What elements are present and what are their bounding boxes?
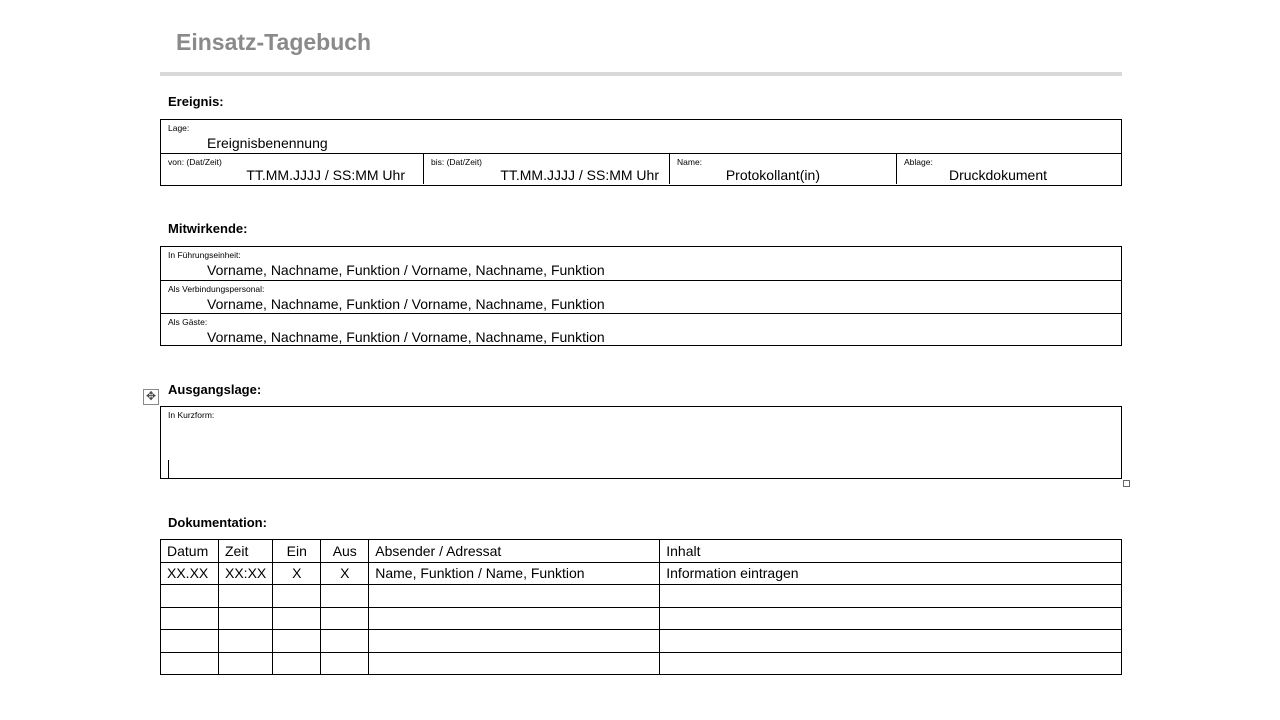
ereignis-detail-row [161, 153, 1121, 184]
table-row [161, 562, 1122, 585]
mitwirkende-value[interactable]: Vorname, Nachname, Funktion / Vorname, Nachname, Funktion [207, 329, 605, 345]
ereignis-box [160, 119, 1122, 186]
mitwirkende-value[interactable]: Vorname, Nachname, Funktion / Vorname, Nachname, Funktion [207, 262, 605, 278]
table-cell-ein[interactable] [273, 607, 321, 630]
table-cell-aus[interactable] [321, 585, 369, 608]
bis-cell[interactable] [423, 154, 669, 184]
table-row [161, 630, 1122, 653]
table-cell-zeit[interactable] [219, 607, 273, 630]
move-handle-icon: ✥ [145, 389, 157, 403]
table-cell-inhalt[interactable] [660, 630, 1122, 653]
table-cell-absender[interactable] [369, 585, 660, 608]
table-cell-absender[interactable]: Name, Funktion / Name, Funktion [369, 562, 660, 585]
bis-value[interactable]: TT.MM.JJJJ / SS:MM Uhr [500, 167, 659, 183]
table-cell-datum[interactable] [161, 630, 219, 653]
table-cell-ein[interactable] [273, 652, 321, 675]
mitwirkende-box [160, 246, 1122, 346]
table-cell-inhalt[interactable] [660, 652, 1122, 675]
section-heading-ereignis: Ereignis: [168, 94, 224, 109]
mitwirkende-row-fuehrungseinheit[interactable] [161, 247, 1121, 280]
column-header-zeit: Zeit [219, 540, 273, 563]
section-heading-mitwirkende: Mitwirkende: [168, 221, 248, 236]
von-value[interactable]: TT.MM.JJJJ / SS:MM Uhr [246, 167, 405, 183]
table-cell-ein[interactable] [273, 630, 321, 653]
von-cell[interactable] [161, 154, 423, 184]
table-cell-datum[interactable]: XX.XX [161, 562, 219, 585]
page-title: Einsatz-Tagebuch [176, 29, 372, 55]
table-cell-zeit[interactable] [219, 585, 273, 608]
table-cell-zeit[interactable] [219, 652, 273, 675]
column-header-ein: Ein [273, 540, 321, 563]
ablage-label: Ablage: [904, 157, 933, 167]
name-value[interactable]: Protokollant(in) [725, 167, 820, 183]
table-cell-datum[interactable] [161, 607, 219, 630]
table-cell-zeit[interactable] [219, 630, 273, 653]
table-cell-aus[interactable] [321, 630, 369, 653]
table-cell-aus[interactable] [321, 652, 369, 675]
mitwirkende-row-verbindungspersonal[interactable] [161, 280, 1121, 313]
mitwirkende-label: Als Gäste: [168, 317, 208, 327]
kurzform-label: In Kurzform: [168, 410, 215, 420]
name-label: Name: [677, 157, 703, 167]
text-cursor [168, 460, 169, 478]
column-header-datum: Datum [161, 540, 219, 563]
section-heading-ausgangslage: Ausgangslage: [168, 382, 262, 397]
lage-label: Lage: [168, 123, 190, 133]
table-cell-inhalt[interactable] [660, 607, 1122, 630]
bis-label: bis: (Dat/Zeit) [431, 157, 483, 167]
table-cell-inhalt[interactable]: Information eintragen [660, 562, 1122, 585]
column-header-aus: Aus [321, 540, 369, 563]
mitwirkende-row-gaeste[interactable] [161, 313, 1121, 344]
table-move-handle[interactable] [143, 389, 159, 405]
table-cell-datum[interactable] [161, 585, 219, 608]
table-cell-absender[interactable] [369, 607, 660, 630]
title-divider [160, 72, 1122, 76]
table-cell-absender[interactable] [369, 652, 660, 675]
name-cell[interactable] [669, 154, 896, 184]
ablage-cell[interactable] [896, 154, 1121, 184]
table-resize-handle[interactable] [1123, 480, 1130, 487]
table-cell-datum[interactable] [161, 652, 219, 675]
table-cell-zeit[interactable]: XX:XX [219, 562, 273, 585]
ausgangslage-box[interactable] [160, 406, 1122, 479]
column-header-inhalt: Inhalt [660, 540, 1122, 563]
lage-row[interactable] [161, 120, 1121, 153]
ablage-value[interactable]: Druckdokument [948, 167, 1047, 183]
section-heading-dokumentation: Dokumentation: [168, 515, 267, 530]
table-cell-aus[interactable]: X [321, 562, 369, 585]
table-cell-absender[interactable] [369, 630, 660, 653]
mitwirkende-label: Als Verbindungspersonal: [168, 284, 265, 294]
table-row [161, 607, 1122, 630]
table-cell-ein[interactable] [273, 585, 321, 608]
mitwirkende-value[interactable]: Vorname, Nachname, Funktion / Vorname, Nachname, Funktion [207, 296, 605, 312]
table-row [161, 585, 1122, 608]
table-cell-aus[interactable] [321, 607, 369, 630]
dokumentation-table [160, 539, 1122, 675]
table-cell-ein[interactable]: X [273, 562, 321, 585]
table-cell-inhalt[interactable] [660, 585, 1122, 608]
table-row [161, 652, 1122, 675]
lage-value[interactable]: Ereignisbenennung [207, 135, 328, 151]
column-header-absender: Absender / Adressat [369, 540, 660, 563]
table-header-row [161, 540, 1122, 563]
mitwirkende-label: In Führungseinheit: [168, 250, 241, 260]
von-label: von: (Dat/Zeit) [168, 157, 222, 167]
